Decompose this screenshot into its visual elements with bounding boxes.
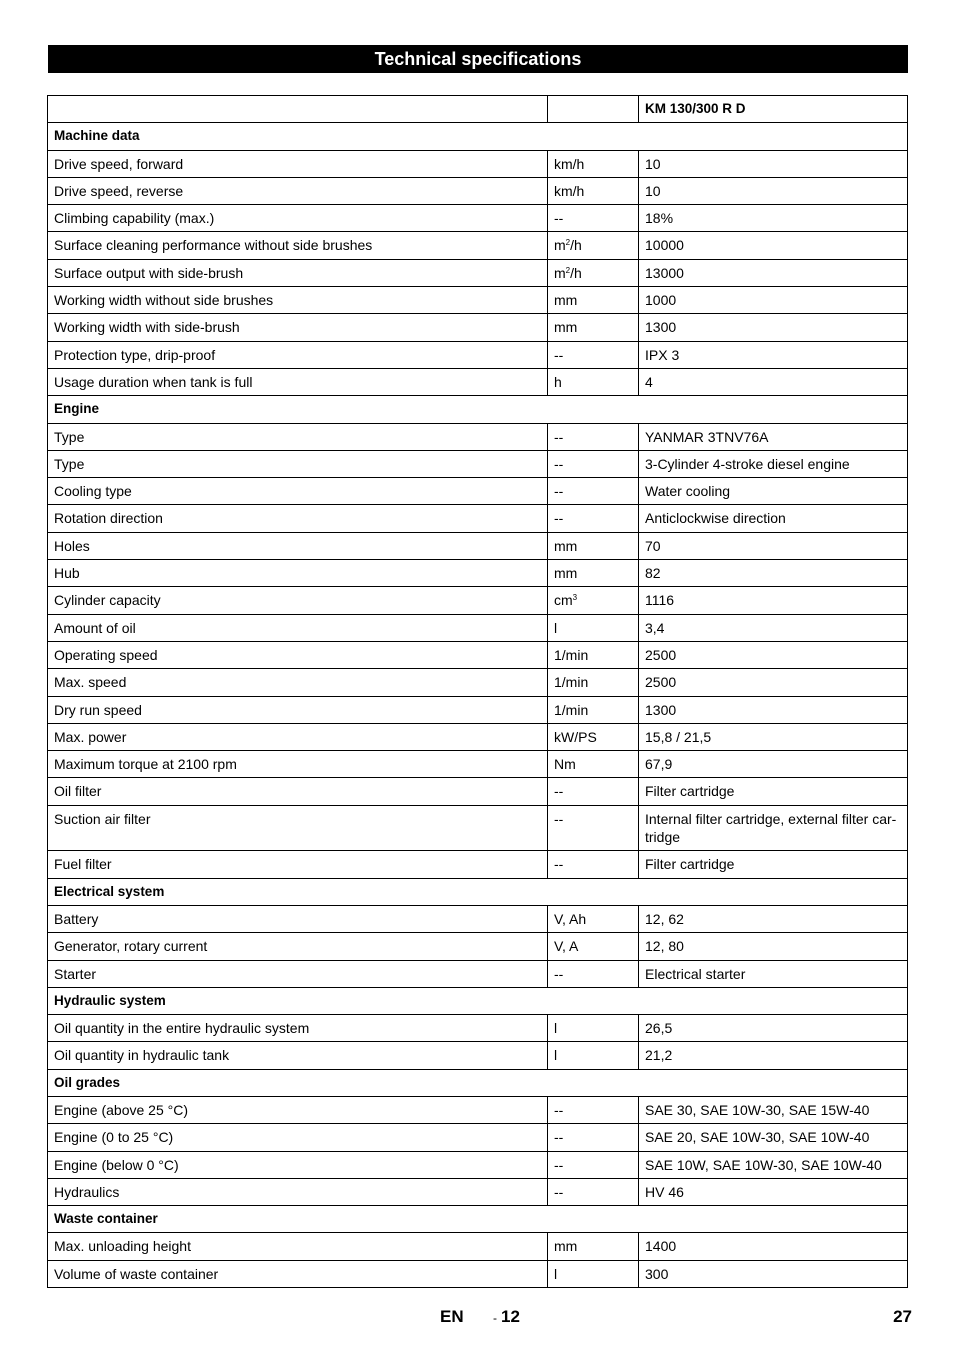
spec-value-text: HV 46	[645, 1183, 684, 1200]
footer-language: EN	[440, 1307, 464, 1326]
spec-unit-base: --	[554, 483, 564, 500]
spec-unit-base: --	[554, 1129, 564, 1146]
spec-unit	[548, 960, 639, 987]
spec-value-text: 13000	[645, 264, 684, 281]
spec-unit-base: --	[554, 856, 564, 873]
spec-unit-base: l	[554, 619, 558, 636]
spec-unit	[548, 614, 639, 641]
spec-value-text: 26,5	[645, 1020, 673, 1037]
spec-value-text: SAE 20, SAE 10W-30, SAE 10W-40	[645, 1129, 870, 1146]
spec-unit-base: 1/min	[554, 701, 589, 718]
table-row	[48, 1233, 908, 1260]
spec-unit-base: --	[554, 210, 564, 227]
spec-value	[639, 1015, 908, 1042]
spec-value	[639, 933, 908, 960]
table-row	[48, 751, 908, 778]
header-label-cell	[48, 96, 548, 123]
spec-label: Surface output with side-brush	[48, 259, 548, 286]
spec-unit-base: --	[554, 455, 564, 472]
spec-value	[639, 560, 908, 587]
spec-unit-suffix: /h	[570, 237, 582, 254]
spec-label: Amount of oil	[48, 614, 548, 641]
table-row	[48, 1015, 908, 1042]
table-row	[48, 314, 908, 341]
table-row	[48, 532, 908, 559]
spec-unit-suffix: /h	[570, 264, 582, 281]
spec-label: Volume of waste container	[48, 1260, 548, 1287]
spec-unit-base: --	[554, 1101, 564, 1118]
spec-unit	[548, 560, 639, 587]
section-row	[48, 1069, 908, 1096]
spec-unit-base: V, A	[554, 938, 579, 955]
spec-value-text: 300	[645, 1265, 669, 1282]
spec-value	[639, 341, 908, 368]
spec-value	[639, 478, 908, 505]
table-row	[48, 614, 908, 641]
spec-label: Cylinder capacity	[48, 587, 548, 614]
spec-value	[639, 287, 908, 314]
spec-value	[639, 641, 908, 668]
spec-value-text: IPX 3	[645, 346, 680, 363]
spec-value	[639, 1042, 908, 1069]
table-row	[48, 1124, 908, 1151]
spec-unit-base: l	[554, 1020, 558, 1037]
spec-label: Working width with side-brush	[48, 314, 548, 341]
spec-value	[639, 532, 908, 559]
spec-value	[639, 669, 908, 696]
table-row	[48, 177, 908, 204]
spec-unit	[548, 805, 639, 851]
table-row	[48, 205, 908, 232]
spec-value-text: 21,2	[645, 1047, 673, 1064]
table-row	[48, 669, 908, 696]
spec-unit	[548, 205, 639, 232]
table-row	[48, 587, 908, 614]
spec-unit	[548, 1151, 639, 1178]
table-row	[48, 1178, 908, 1205]
spec-value	[639, 1178, 908, 1205]
spec-label: Max. speed	[48, 669, 548, 696]
spec-unit-base: mm	[554, 565, 578, 582]
spec-label: Battery	[48, 905, 548, 932]
spec-value	[639, 1096, 908, 1123]
spec-label: Fuel filter	[48, 851, 548, 878]
table-row	[48, 368, 908, 395]
spec-unit-base: m	[554, 237, 566, 254]
table-row	[48, 478, 908, 505]
spec-unit-base: --	[554, 965, 564, 982]
spec-value	[639, 205, 908, 232]
section-title: Machine data	[48, 123, 908, 150]
table-row	[48, 851, 908, 878]
spec-value-text: 1400	[645, 1238, 677, 1255]
table-row	[48, 933, 908, 960]
spec-value	[639, 1233, 908, 1260]
spec-label: Working width without side brushes	[48, 287, 548, 314]
spec-unit-base: km/h	[554, 182, 585, 199]
spec-label: Drive speed, reverse	[48, 177, 548, 204]
section-title: Waste container	[48, 1206, 908, 1233]
spec-label: Protection type, drip-proof	[48, 341, 548, 368]
spec-unit	[548, 1096, 639, 1123]
spec-label: Engine (above 25 °C)	[48, 1096, 548, 1123]
spec-unit	[548, 1260, 639, 1287]
spec-value-text: Electrical starter	[645, 965, 746, 982]
spec-unit-base: --	[554, 810, 564, 827]
spec-value	[639, 1260, 908, 1287]
table-row	[48, 150, 908, 177]
spec-value-text: SAE 30, SAE 10W-30, SAE 15W-40	[645, 1101, 870, 1118]
spec-unit	[548, 696, 639, 723]
spec-value-text: 15,8 / 21,5	[645, 728, 712, 745]
spec-label: Oil filter	[48, 778, 548, 805]
spec-table	[47, 95, 908, 1288]
spec-value-text: 70	[645, 537, 661, 554]
spec-label: Dry run speed	[48, 696, 548, 723]
spec-unit-base: --	[554, 1183, 564, 1200]
spec-unit-base: V, Ah	[554, 910, 587, 927]
table-row	[48, 450, 908, 477]
spec-value-text: 67,9	[645, 756, 673, 773]
spec-value-text: 3,4	[645, 619, 665, 636]
section-title: Electrical system	[48, 878, 908, 905]
spec-label: Climbing capability (max.)	[48, 205, 548, 232]
spec-label: Engine (below 0 °C)	[48, 1151, 548, 1178]
table-row	[48, 960, 908, 987]
spec-value	[639, 423, 908, 450]
table-row	[48, 723, 908, 750]
section-row	[48, 123, 908, 150]
spec-value-text: Filter cartridge	[645, 783, 735, 800]
spec-value-text: Filter cartridge	[645, 856, 735, 873]
spec-unit-base: m	[554, 264, 566, 281]
spec-value-text: 12, 80	[645, 938, 684, 955]
spec-unit-base: --	[554, 428, 564, 445]
table-row	[48, 259, 908, 286]
spec-label: Operating speed	[48, 641, 548, 668]
header-unit-cell	[548, 96, 639, 123]
spec-label: Surface cleaning performance without side brushes	[48, 232, 548, 259]
table-row	[48, 505, 908, 532]
spec-unit-base: Nm	[554, 756, 576, 773]
spec-label: Type	[48, 450, 548, 477]
spec-unit	[548, 1042, 639, 1069]
spec-unit	[548, 232, 639, 259]
spec-unit-exponent: 2	[565, 265, 571, 275]
spec-value-text: 2500	[645, 674, 677, 691]
spec-label: Engine (0 to 25 °C)	[48, 1124, 548, 1151]
spec-table-body	[48, 96, 908, 1288]
spec-value-text: 3-Cylinder 4-stroke diesel engine	[645, 455, 850, 472]
spec-unit-base: l	[554, 1047, 558, 1064]
footer-document-page: 27	[893, 1307, 912, 1326]
section-row	[48, 987, 908, 1014]
spec-unit-base: cm	[554, 592, 573, 609]
spec-label: Type	[48, 423, 548, 450]
spec-unit	[548, 1015, 639, 1042]
spec-label: Rotation direction	[48, 505, 548, 532]
table-row	[48, 1151, 908, 1178]
spec-unit	[548, 177, 639, 204]
spec-unit	[548, 1124, 639, 1151]
spec-unit	[548, 905, 639, 932]
spec-unit	[548, 933, 639, 960]
spec-value-text: 2500	[645, 646, 677, 663]
table-header-row	[48, 96, 908, 123]
spec-value	[639, 450, 908, 477]
spec-value	[639, 177, 908, 204]
spec-label: Max. unloading height	[48, 1233, 548, 1260]
footer-page-value: 12	[501, 1307, 520, 1326]
spec-unit	[548, 287, 639, 314]
spec-unit-base: km/h	[554, 155, 585, 172]
section-row	[48, 1206, 908, 1233]
spec-label: Drive speed, forward	[48, 150, 548, 177]
spec-value-text: Internal filter cartridge, external filter car-	[645, 810, 897, 827]
spec-unit-base: l	[554, 1265, 558, 1282]
footer-page-number	[493, 1307, 520, 1327]
table-row	[48, 1260, 908, 1287]
spec-unit-base: mm	[554, 319, 578, 336]
spec-label: Suction air filter	[48, 805, 548, 851]
spec-value-text: Water cooling	[645, 483, 731, 500]
spec-value	[639, 259, 908, 286]
table-row	[48, 287, 908, 314]
spec-unit	[548, 1178, 639, 1205]
spec-value	[639, 368, 908, 395]
spec-label: Cooling type	[48, 478, 548, 505]
spec-label: Starter	[48, 960, 548, 987]
spec-unit	[548, 450, 639, 477]
table-row	[48, 423, 908, 450]
spec-label: Usage duration when tank is full	[48, 368, 548, 395]
spec-label: Max. power	[48, 723, 548, 750]
table-row	[48, 1096, 908, 1123]
spec-unit-base: 1/min	[554, 674, 589, 691]
table-row	[48, 1042, 908, 1069]
spec-value	[639, 1151, 908, 1178]
spec-unit-base: --	[554, 510, 564, 527]
spec-unit-base: kW/PS	[554, 728, 597, 745]
footer-page-dash: -	[493, 1311, 497, 1325]
section-row	[48, 396, 908, 423]
spec-unit	[548, 751, 639, 778]
table-row	[48, 805, 908, 851]
spec-unit	[548, 341, 639, 368]
spec-value-text: 4	[645, 373, 653, 390]
spec-unit	[548, 532, 639, 559]
spec-value-text: 1000	[645, 292, 677, 309]
spec-unit-base: h	[554, 373, 562, 390]
spec-unit-base: --	[554, 1156, 564, 1173]
spec-unit-base: mm	[554, 1238, 578, 1255]
spec-label: Holes	[48, 532, 548, 559]
spec-value	[639, 960, 908, 987]
section-title: Oil grades	[48, 1069, 908, 1096]
spec-unit	[548, 259, 639, 286]
spec-label: Oil quantity in hydraulic tank	[48, 1042, 548, 1069]
spec-unit	[548, 723, 639, 750]
spec-value	[639, 723, 908, 750]
spec-label: Maximum torque at 2100 rpm	[48, 751, 548, 778]
spec-value-text: SAE 10W, SAE 10W-30, SAE 10W-40	[645, 1156, 882, 1173]
table-row	[48, 341, 908, 368]
spec-unit-base: 1/min	[554, 646, 589, 663]
spec-value-text: 18%	[645, 210, 674, 227]
spec-value	[639, 751, 908, 778]
spec-value-text-line2: tridge	[645, 828, 681, 845]
section-title: Engine	[48, 396, 908, 423]
table-row	[48, 641, 908, 668]
spec-value-text: 1300	[645, 701, 677, 718]
spec-value	[639, 805, 908, 851]
spec-value-text: 10	[645, 155, 661, 172]
spec-value	[639, 314, 908, 341]
spec-unit-exponent: 3	[572, 593, 578, 603]
page-title: Technical specifications	[48, 45, 908, 73]
spec-unit	[548, 851, 639, 878]
spec-unit	[548, 669, 639, 696]
spec-value	[639, 696, 908, 723]
spec-value-text: 10	[645, 182, 661, 199]
spec-value-text: Anticlockwise direction	[645, 510, 786, 527]
spec-unit	[548, 478, 639, 505]
spec-unit-base: mm	[554, 292, 578, 309]
spec-unit	[548, 150, 639, 177]
spec-unit	[548, 778, 639, 805]
section-row	[48, 878, 908, 905]
spec-value-text: 1300	[645, 319, 677, 336]
spec-unit-base: --	[554, 783, 564, 800]
spec-label: Oil quantity in the entire hydraulic system	[48, 1015, 548, 1042]
spec-value	[639, 851, 908, 878]
table-row	[48, 905, 908, 932]
spec-unit	[548, 423, 639, 450]
spec-value	[639, 150, 908, 177]
spec-unit	[548, 314, 639, 341]
section-title: Hydraulic system	[48, 987, 908, 1014]
spec-label: Generator, rotary current	[48, 933, 548, 960]
spec-unit-base: mm	[554, 537, 578, 554]
table-row	[48, 232, 908, 259]
spec-value-text: 12, 62	[645, 910, 684, 927]
spec-value-text: 82	[645, 565, 661, 582]
table-row	[48, 696, 908, 723]
spec-unit	[548, 368, 639, 395]
spec-value	[639, 905, 908, 932]
spec-value-text: 1116	[645, 592, 675, 609]
spec-value	[639, 778, 908, 805]
spec-label: Hub	[48, 560, 548, 587]
spec-value	[639, 1124, 908, 1151]
spec-value	[639, 505, 908, 532]
table-row	[48, 778, 908, 805]
table-row	[48, 560, 908, 587]
spec-label: Hydraulics	[48, 1178, 548, 1205]
spec-unit	[548, 587, 639, 614]
spec-value	[639, 232, 908, 259]
spec-unit-base: --	[554, 346, 564, 363]
spec-value-text: 10000	[645, 237, 684, 254]
spec-unit	[548, 505, 639, 532]
spec-unit	[548, 1233, 639, 1260]
spec-unit-exponent: 2	[565, 238, 571, 248]
spec-value	[639, 614, 908, 641]
model-name: KM 130/300 R D	[639, 96, 908, 123]
spec-value	[639, 587, 908, 614]
spec-value-text: YANMAR 3TNV76A	[645, 428, 769, 445]
spec-unit	[548, 641, 639, 668]
